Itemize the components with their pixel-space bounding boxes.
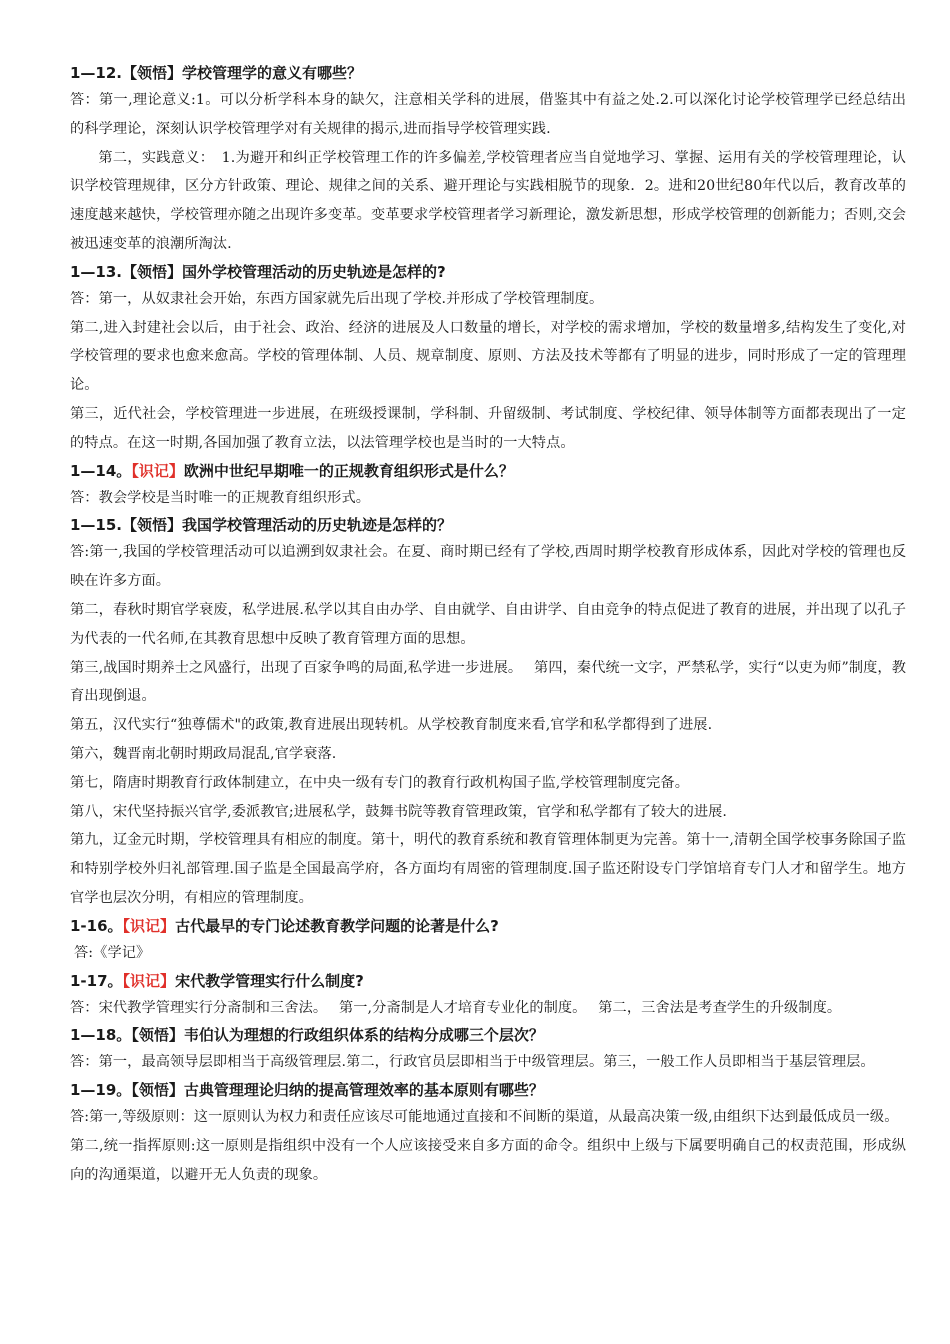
qa-block <box>70 259 906 458</box>
answer-paragraph: 第二,进入封建社会以后，由于社会、政治、经济的进展及人口数量的增长，对学校的需求增加，学校的数量增多,结构发生了变化,对学校管理的要求也愈来愈高。学校的管理体制、人员、规章制度、原则、方法及技术等都有了明显的进步，同时形成了一定的管理理论。 <box>70 319 906 394</box>
question-tag: 【领悟】 <box>131 1026 184 1045</box>
question-tag: 【领悟】 <box>122 64 183 82</box>
question-tag: 【识记】 <box>131 461 184 480</box>
question-text: 韦伯认为理想的行政组织体系的结构分成哪三个层次？ <box>183 1026 544 1045</box>
answer-paragraph: 第六，魏晋南北朝时期政局混乱,官学衰落. <box>70 745 337 762</box>
answer-paragraph: 第三,战国时期养士之风盛行，出现了百家争鸣的局面,私学进一步进展。 第四，秦代统一文字，严禁私学，实行“以吏为师”制度，教育出现倒退。 <box>70 659 906 705</box>
question-text: 我国学校管理活动的历史轨迹是怎样的？ <box>182 516 453 535</box>
qa-block <box>70 512 906 912</box>
answer-paragraph: 第二,统一指挥原则:这一原则是指组织中没有一个人应该接受来自多方面的命令。组织中上级与下属要明确自己的权责范围，形成纵向的沟通渠道，以避开无人负责的现象。 <box>70 1137 906 1183</box>
answer-paragraph: 第七，隋唐时期教育行政体制建立，在中央一级有专门的教育行政机构国子监,学校管理制度完备。 <box>70 774 689 791</box>
answer-paragraph: 答:《学记》 <box>74 944 151 961</box>
question-heading <box>70 968 906 994</box>
question-heading <box>70 458 906 484</box>
question-text: 宋代教学管理实行什么制度? <box>175 971 364 990</box>
question-tag: 【识记】 <box>122 971 176 990</box>
question-text: 学校管理学的意义有哪些？ <box>182 64 363 82</box>
qa-block <box>70 1077 906 1189</box>
question-heading <box>70 913 906 939</box>
question-number: 1—13. <box>70 262 123 281</box>
question-heading <box>70 60 906 86</box>
question-number: 1—18。 <box>70 1026 132 1045</box>
answer-paragraph: 答：第一，最高领导层即相当于高级管理层.第二，行政官员层即相当于中级管理层。第三，一般工作人员即相当于基层管理层。 <box>70 1054 875 1071</box>
question-number: 1-16。 <box>70 916 123 935</box>
answer-paragraph: 答：教会学校是当时唯一的正规教育组织形式。 <box>70 489 371 506</box>
question-tag: 【领悟】 <box>122 262 183 281</box>
qa-block <box>70 1022 906 1077</box>
question-heading <box>70 1022 906 1048</box>
answer-paragraph: 答：宋代教学管理实行分斋制和三舍法。 第一,分斋制是人才培育专业化的制度。 第二，三舍法是考查学生的升级制度。 <box>70 999 842 1016</box>
answer-paragraph: 第五，汉代实行“独尊儒术"的政策,教育进展出现转机。从学校教育制度来看,官学和私学都得到了进展. <box>70 717 713 734</box>
answer-paragraph: 答:第一,等级原则：这一原则认为权力和责任应该尽可能地通过直接和不间断的渠道，从最高决策一级,由组织下达到最低成员一级。 <box>70 1109 899 1126</box>
question-text: 国外学校管理活动的历史轨迹是怎样的? <box>182 262 446 281</box>
question-number: 1—15. <box>70 516 123 535</box>
question-number: 1-17。 <box>70 971 123 990</box>
answer-paragraph: 第三，近代社会，学校管理进一步进展，在班级授课制，学科制、升留级制、考试制度、学校纪律、领导体制等方面都表现出了一定的特点。在这一时期,各国加强了教育立法，以法管理学校也是当时的一大特点。 <box>70 405 906 451</box>
answer-paragraph: 第八，宋代坚持振兴官学,委派教官;进展私学，鼓舞书院等教育管理政策，官学和私学都有了较大的进展. <box>70 803 728 820</box>
qa-block <box>70 458 906 513</box>
answer-paragraph: 答:第一,我国的学校管理活动可以追溯到奴隶社会。在夏、商时期已经有了学校,西周时期学校教育形成体系，因此对学校的管理也反映在许多方面。 <box>70 544 906 590</box>
question-tag: 【领悟】 <box>122 516 183 535</box>
question-tag: 【领悟】 <box>131 1081 184 1100</box>
answer-paragraph: 第二，春秋时期官学衰废，私学进展.私学以其自由办学、自由就学、自由讲学、自由竞争的特点促进了教育的进展，并出现了以孔子为代表的一代名师,在其教育思想中反映了教育管理方面的思想。 <box>70 601 906 647</box>
qa-block <box>70 968 906 1023</box>
qa-block <box>70 913 906 968</box>
question-heading <box>70 259 906 285</box>
qa-block <box>70 60 906 259</box>
question-text: 古代最早的专门论述教育教学问题的论著是什么? <box>175 916 499 935</box>
answer-paragraph: 第九，辽金元时期，学校管理具有相应的制度。第十，明代的教育系统和教育管理体制更为完善。第十一,清朝全国学校事务除国子监和特别学校外归礼部管理.国子监是全国最高学府，各方面均有周密的管理制度.国子监还附设专门学馆培育专门人才和留学生。地方官学也层次分明，有相应的管理制度。 <box>70 832 906 906</box>
question-number: 1—19。 <box>70 1081 132 1100</box>
question-heading <box>70 1077 906 1103</box>
question-number: 1—14。 <box>70 461 132 480</box>
answer-paragraph: 第二，实践意义： 1.为避开和纠正学校管理工作的许多偏差,学校管理者应当自觉地学习、掌握、运用有关的学校管理理论，认识学校管理规律，区分方针政策、理论、规律之间的关系、避开理论与实践相脱节的现象．2。进和20世纪80年代以后，教育改革的速度越来越快，学校管理亦随之出现许多变革。变革要求学校管理者学习新理论，激发新思想，形成学校管理的创新能力；否则,交会被迅速变革的浪潮所淘汰. <box>70 149 906 252</box>
question-number: 1—12. <box>70 64 123 82</box>
question-text: 古典管理理论归纳的提高管理效率的基本原则有哪些？ <box>183 1081 544 1100</box>
question-text: 欧洲中世纪早期唯一的正规教育组织形式是什么？ <box>183 461 514 480</box>
question-tag: 【识记】 <box>122 916 176 935</box>
answer-paragraph: 答：第一，从奴隶社会开始，东西方国家就先后出现了学校.并形成了学校管理制度。 <box>70 290 604 307</box>
answer-paragraph: 答：第一,理论意义:1。可以分析学科本身的缺欠，注意相关学科的进展，借鉴其中有益之处.2.可以深化讨论学校管理学已经总结出的科学理论，深刻认识学校管理学对有关规律的揭示,进而指导学校管理实践. <box>70 92 906 137</box>
question-heading <box>70 512 906 538</box>
